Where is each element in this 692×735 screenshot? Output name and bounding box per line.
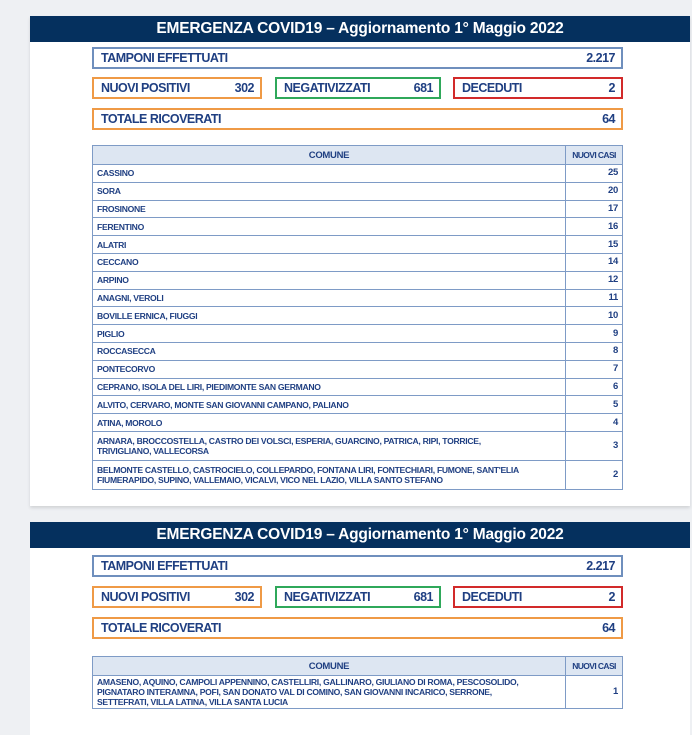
nuovi-positivi-value: 302: [234, 81, 254, 95]
comune-cell: ARPINO: [93, 271, 566, 289]
deceduti-value: 2: [608, 590, 615, 604]
table-header-row: [93, 657, 623, 676]
deceduti-box: [453, 77, 623, 99]
table-body: [93, 676, 623, 709]
table-row: [93, 414, 623, 432]
table-row: [93, 200, 623, 218]
nuovi-casi-cell: 9: [566, 325, 623, 343]
nuovi-casi-cell: 1: [566, 676, 623, 709]
comune-cell: BELMONTE CASTELLO, CASTROCIELO, COLLEPARDO, FONTANA LIRI, FONTECHIARI, FUMONE, SANT'ELIA FIUMERAPIDO, SUPINO, VALLEMAIO, VICALVI, VICO NEL LAZIO, VILLA SANTO STEFANO: [93, 460, 566, 489]
negativizzati-box: [275, 77, 441, 99]
table-header-row: [93, 146, 623, 165]
comuni-table: [92, 656, 623, 709]
comuni-table: [92, 145, 623, 490]
bulletin-card-1: [30, 16, 690, 506]
table-row: [93, 431, 623, 460]
nuovi-casi-cell: 8: [566, 342, 623, 360]
negativizzati-value: 681: [413, 81, 433, 95]
ricoverati-label: TOTALE RICOVERATI: [101, 112, 221, 126]
nuovi-casi-cell: 4: [566, 414, 623, 432]
comune-cell: CEPRANO, ISOLA DEL LIRI, PIEDIMONTE SAN GERMANO: [93, 378, 566, 396]
comune-cell: ARNARA, BROCCOSTELLA, CASTRO DEI VOLSCI, ESPERIA, GUARCINO, PATRICA, RIPI, TORRICE, TRIVIGLIANO, VALLECORSA: [93, 431, 566, 460]
ricoverati-value: 64: [602, 112, 615, 126]
comune-cell: SORA: [93, 182, 566, 200]
nuovi-positivi-label: NUOVI POSITIVI: [101, 81, 190, 95]
nuovi-casi-cell: 5: [566, 396, 623, 414]
nuovi-casi-cell: 6: [566, 378, 623, 396]
nuovi-casi-cell: 12: [566, 271, 623, 289]
table-row: [93, 218, 623, 236]
header-comune: COMUNE: [93, 657, 566, 676]
nuovi-casi-cell: 16: [566, 218, 623, 236]
nuovi-casi-cell: 17: [566, 200, 623, 218]
nuovi-casi-cell: 14: [566, 253, 623, 271]
comune-cell: PONTECORVO: [93, 360, 566, 378]
nuovi-positivi-box: [92, 77, 262, 99]
ricoverati-value: 64: [602, 621, 615, 635]
table-row: [93, 182, 623, 200]
table-row: [93, 342, 623, 360]
nuovi-casi-cell: 25: [566, 165, 623, 183]
tamponi-label: TAMPONI EFFETTUATI: [101, 51, 228, 65]
table-body: [93, 165, 623, 490]
table-row: [93, 676, 623, 709]
table-row: [93, 289, 623, 307]
table-row: [93, 396, 623, 414]
comune-cell: ANAGNI, VEROLI: [93, 289, 566, 307]
deceduti-box: [453, 586, 623, 608]
negativizzati-box: [275, 586, 441, 608]
tamponi-value: 2.217: [586, 51, 615, 65]
table-row: [93, 253, 623, 271]
bulletin-title: EMERGENZA COVID19 – Aggiornamento 1° Maggio 2022: [30, 522, 690, 548]
comune-cell: CECCANO: [93, 253, 566, 271]
comune-cell: PIGLIO: [93, 325, 566, 343]
nuovi-casi-cell: 10: [566, 307, 623, 325]
table-row: [93, 271, 623, 289]
nuovi-casi-cell: 2: [566, 460, 623, 489]
comune-cell: ATINA, MOROLO: [93, 414, 566, 432]
nuovi-casi-cell: 7: [566, 360, 623, 378]
table-row: [93, 307, 623, 325]
comune-cell: ALVITO, CERVARO, MONTE SAN GIOVANNI CAMPANO, PALIANO: [93, 396, 566, 414]
nuovi-positivi-value: 302: [234, 590, 254, 604]
nuovi-casi-cell: 15: [566, 236, 623, 254]
comune-cell: CASSINO: [93, 165, 566, 183]
nuovi-casi-cell: 11: [566, 289, 623, 307]
comune-cell: FERENTINO: [93, 218, 566, 236]
table-row: [93, 325, 623, 343]
bulletin-title: EMERGENZA COVID19 – Aggiornamento 1° Maggio 2022: [30, 16, 690, 42]
ricoverati-box: [92, 108, 623, 130]
ricoverati-label: TOTALE RICOVERATI: [101, 621, 221, 635]
deceduti-label: DECEDUTI: [462, 81, 522, 95]
nuovi-positivi-label: NUOVI POSITIVI: [101, 590, 190, 604]
table-row: [93, 360, 623, 378]
comune-cell: AMASENO, AQUINO, CAMPOLI APPENNINO, CASTELLIRI, GALLINARO, GIULIANO DI ROMA, PESCOSOLIDO, PIGNATARO INTERAMNA, POFI, SAN DONATO VAL DI COMINO, SAN GIOVANNI INCARICO, SERRONE, SETTEFRATI, VILLA LATINA, VILLA SANTA LUCIA: [93, 676, 566, 709]
table-row: [93, 378, 623, 396]
deceduti-value: 2: [608, 81, 615, 95]
negativizzati-label: NEGATIVIZZATI: [284, 590, 371, 604]
tamponi-value: 2.217: [586, 559, 615, 573]
negativizzati-value: 681: [413, 590, 433, 604]
tamponi-label: TAMPONI EFFETTUATI: [101, 559, 228, 573]
nuovi-casi-cell: 20: [566, 182, 623, 200]
tamponi-box: [92, 555, 623, 577]
deceduti-label: DECEDUTI: [462, 590, 522, 604]
negativizzati-label: NEGATIVIZZATI: [284, 81, 371, 95]
comune-cell: FROSINONE: [93, 200, 566, 218]
table-row: [93, 236, 623, 254]
header-nuovi-casi: NUOVI CASI: [566, 146, 623, 165]
table-row: [93, 460, 623, 489]
comune-cell: ROCCASECCA: [93, 342, 566, 360]
comune-cell: BOVILLE ERNICA, FIUGGI: [93, 307, 566, 325]
nuovi-positivi-box: [92, 586, 262, 608]
bulletin-card-2: [30, 522, 690, 735]
header-nuovi-casi: NUOVI CASI: [566, 657, 623, 676]
nuovi-casi-cell: 3: [566, 431, 623, 460]
header-comune: COMUNE: [93, 146, 566, 165]
table-row: [93, 165, 623, 183]
tamponi-box: [92, 47, 623, 69]
comune-cell: ALATRI: [93, 236, 566, 254]
ricoverati-box: [92, 617, 623, 639]
